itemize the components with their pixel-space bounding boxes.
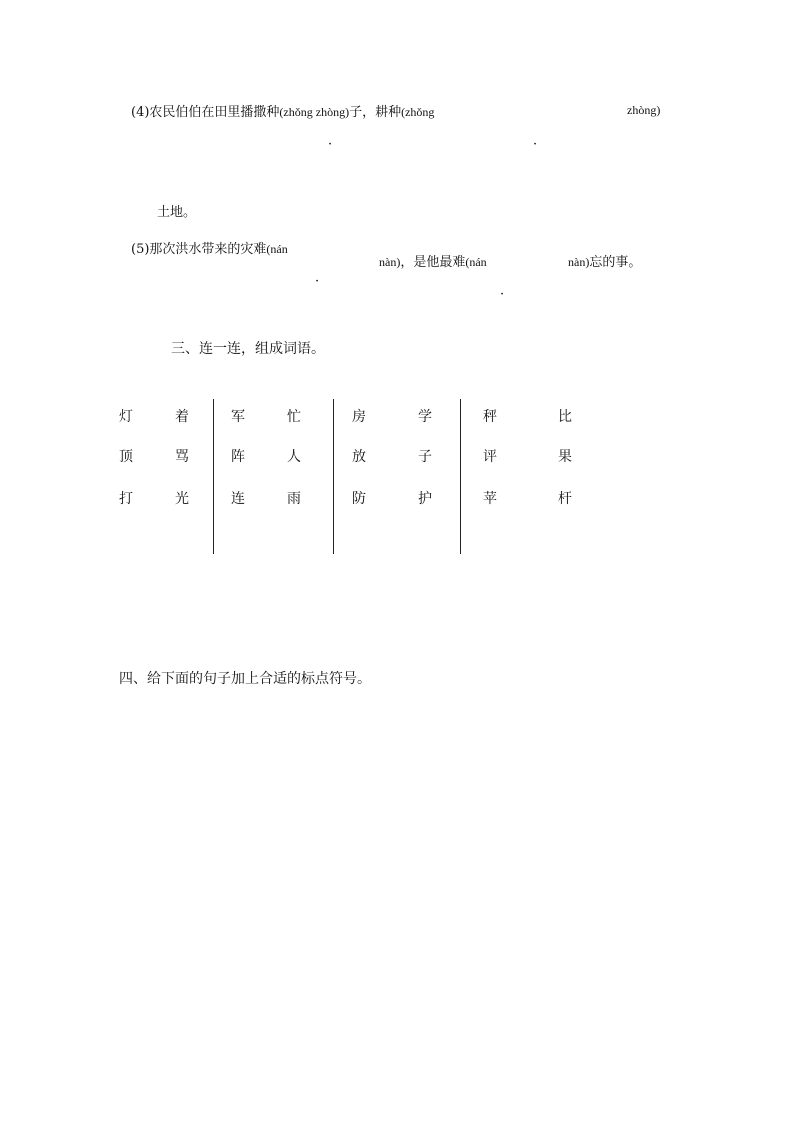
- match-char[interactable]: 杆: [558, 491, 572, 507]
- match-char[interactable]: 阵: [231, 449, 245, 465]
- match-char[interactable]: 房: [352, 409, 366, 425]
- q5-pinyin-1-start: (nán: [266, 242, 288, 256]
- q5-line-3: [568, 251, 641, 270]
- match-char[interactable]: 秤: [483, 409, 497, 425]
- q4-pinyin-2-end: zhòng): [627, 103, 661, 117]
- q5-prefix: (5)那次洪水带来的灾难: [131, 242, 267, 257]
- match-char[interactable]: 连: [231, 491, 245, 507]
- match-char[interactable]: 灯: [119, 409, 133, 425]
- q4-pinyin-2-start: (zhǒng: [401, 105, 435, 119]
- q4-middle: 子，耕种: [349, 105, 402, 120]
- q5-middle: ，是他最难: [400, 255, 466, 270]
- q5-line-2: [379, 251, 487, 270]
- match-char[interactable]: 着: [175, 409, 189, 425]
- match-char[interactable]: 护: [418, 491, 432, 507]
- group-divider: [333, 399, 334, 554]
- q5-pinyin-1-end: nàn): [379, 255, 401, 269]
- q5-emphasis-dot-1: ·: [315, 274, 320, 289]
- match-char[interactable]: 苹: [483, 491, 497, 507]
- q5-pinyin-2-start: (nán: [465, 255, 487, 269]
- q4-line: [131, 101, 434, 120]
- q5-tail: 忘的事。: [589, 255, 642, 270]
- q5-pinyin-2-end: nàn): [568, 255, 590, 269]
- section4-heading: 四、给下面的句子加上合适的标点符号。: [119, 671, 371, 687]
- q4-pinyin-1: (zhǒng zhòng): [279, 105, 350, 119]
- q4-tail: 土地。: [157, 205, 197, 220]
- match-char[interactable]: 评: [483, 449, 497, 465]
- match-char[interactable]: 学: [418, 409, 432, 425]
- q4-emphasis-dot-2: ·: [533, 137, 538, 152]
- match-char[interactable]: 放: [352, 449, 366, 465]
- match-char[interactable]: 忙: [287, 409, 301, 425]
- match-char[interactable]: 军: [231, 409, 245, 425]
- q5-emphasis-dot-2: ·: [500, 287, 505, 302]
- q4-prefix: (4)农民伯伯在田里播撒种: [131, 105, 280, 120]
- match-char[interactable]: 防: [352, 491, 366, 507]
- match-char[interactable]: 顶: [119, 449, 133, 465]
- match-char[interactable]: 比: [558, 409, 572, 425]
- group-divider: [460, 399, 461, 554]
- match-char[interactable]: 果: [558, 449, 572, 465]
- match-char[interactable]: 骂: [175, 449, 189, 465]
- group-divider: [213, 399, 214, 554]
- match-char[interactable]: 光: [175, 491, 189, 507]
- section3-heading: 三、连一连，组成词语。: [171, 341, 325, 357]
- match-char[interactable]: 子: [418, 449, 432, 465]
- match-char[interactable]: 雨: [287, 491, 301, 507]
- match-char[interactable]: 人: [287, 449, 301, 465]
- q4-emphasis-dot-1: ·: [328, 137, 333, 152]
- match-char[interactable]: 打: [119, 491, 133, 507]
- q5-line: [131, 238, 288, 257]
